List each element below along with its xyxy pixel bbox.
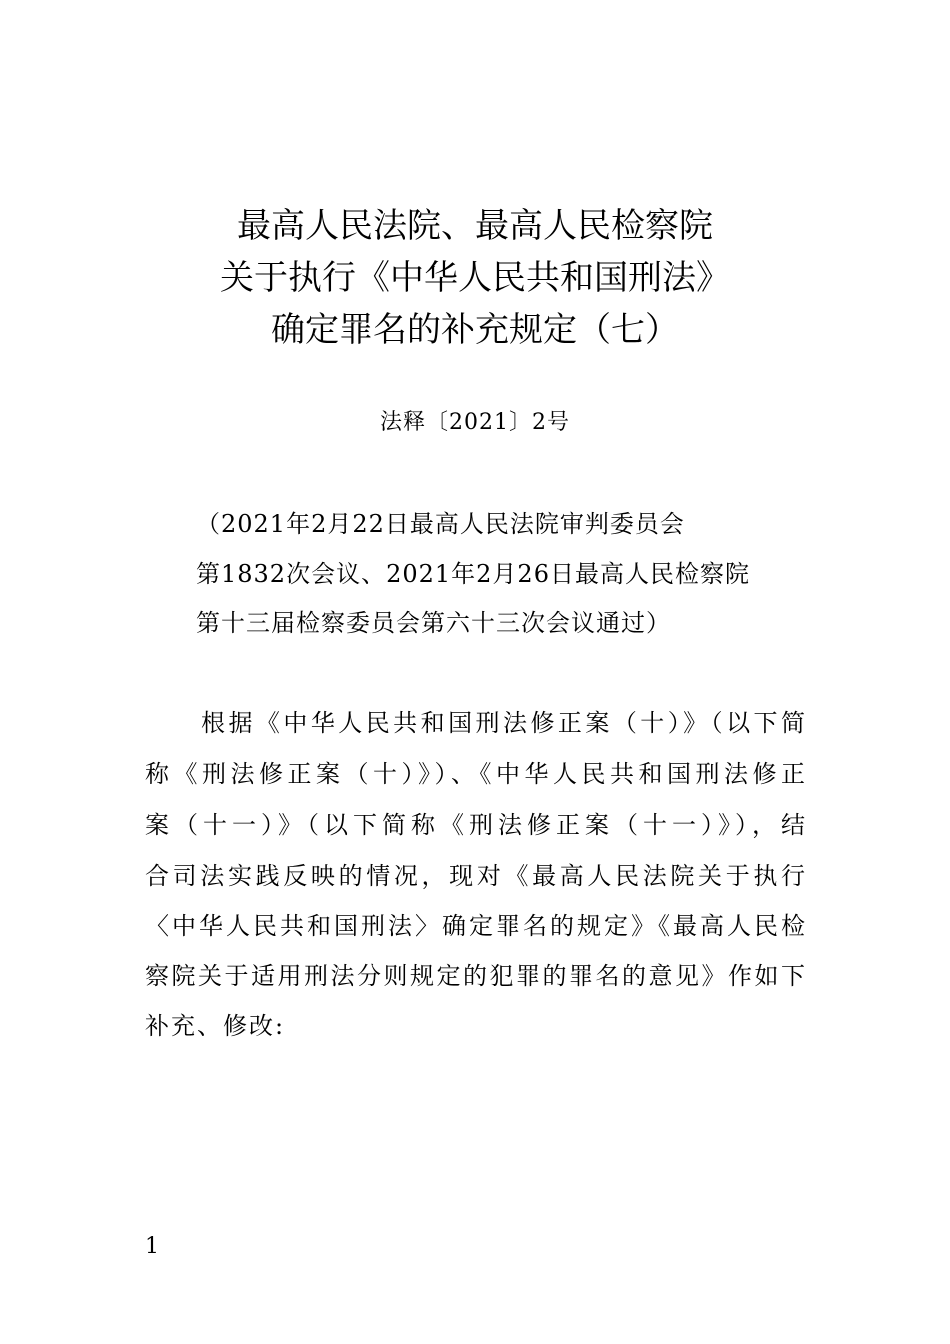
title-line-2: 关于执行《中华人民共和国刑法》 [220,258,730,298]
body-line-7: 补充、修改: [145,1012,286,1040]
title-line-3: 确定罪名的补充规定（七） [271,310,679,350]
adoption-line-1: （2021年2月22日最高人民法院审判委员会 [196,510,685,538]
body-line-2: 称《刑法修正案（十）》）、《中华人民共和国刑法修正 [145,760,805,788]
body-line-4: 合司法实践反映的情况，现对《最高人民法院关于执行 [145,862,805,890]
body-line-1: 根据《中华人民共和国刑法修正案（十）》（以下简 [201,709,805,737]
page-number: 1 [145,1234,159,1259]
document-number: 法释〔2021〕2号 [380,410,570,435]
adoption-line-2: 第1832次会议、2021年2月26日最高人民检察院 [196,560,750,588]
body-line-3: 案（十一）》（以下简称《刑法修正案（十一）》），结 [145,811,805,839]
body-line-5: 〈中华人民共和国刑法〉确定罪名的规定》《最高人民检 [145,912,805,940]
body-line-6: 察院关于适用刑法分则规定的犯罪的罪名的意见》作如下 [145,962,805,990]
adoption-line-3: 第十三届检察委员会第六十三次会议通过） [196,609,671,637]
title-line-1: 最高人民法院、最高人民检察院 [237,206,713,246]
